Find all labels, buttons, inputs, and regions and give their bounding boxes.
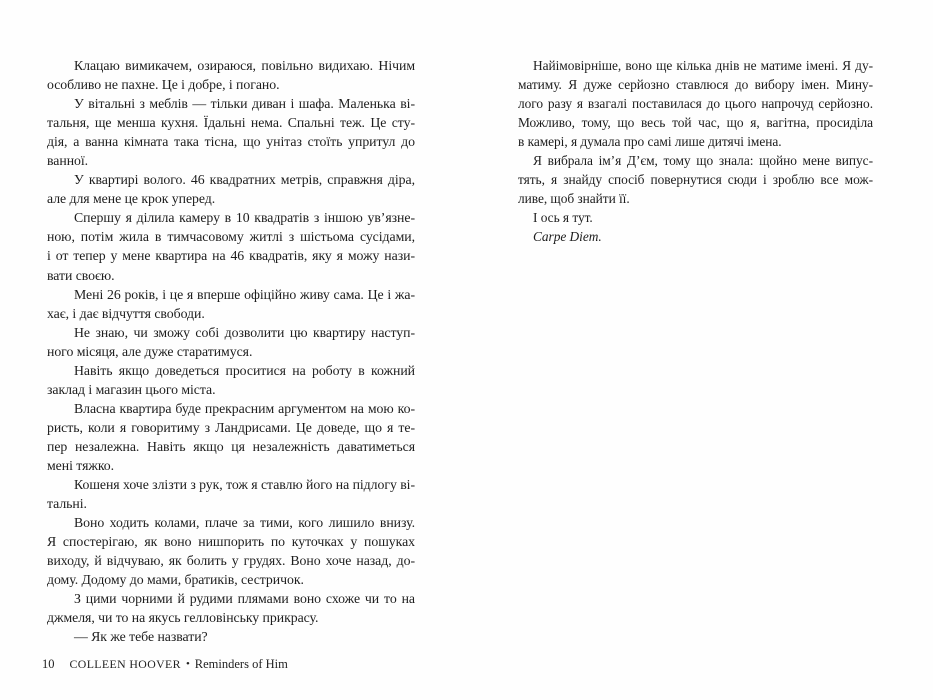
running-footer-author: COLLEEN HOOVER: [69, 657, 181, 671]
text-line: дому. Додому до мами, братиків, сестричок.: [47, 572, 304, 588]
text-line: Власна квартира буде прекрасним аргументом на мою ко-: [74, 400, 415, 416]
text-line: — Як же тебе назвати?: [74, 629, 208, 645]
text-line: Не знаю, чи зможу собі дозволити цю квартиру наступ-: [74, 324, 415, 340]
text-line: Воно ходить колами, плаче за тими, кого лишило внизу.: [74, 515, 415, 531]
text-line: особливо не пахне. Це і добре, і погано.: [47, 77, 280, 93]
text-line: в камері, я думала про самі лише дитячі імена.: [518, 134, 782, 150]
text-line: виходу, й відчуваю, як болить у грудях. Воно хоче назад, до-: [47, 553, 415, 569]
text-line: лого разу я взагалі поставилася до цього напрочуд серйозно.: [518, 96, 873, 112]
text-line: Я спостерігаю, як воно нишпорить по куточках у пошуках: [47, 534, 415, 550]
text-line: хає, і дає відчуття свободи.: [47, 305, 205, 321]
text-line: ного місяця, але дуже старатимуся.: [47, 343, 253, 359]
text-line: тальня, ще менша кухня. Їдальні нема. Спальні теж. Це сту-: [47, 115, 415, 131]
text-line: дія, а ванна кімната така тісна, що унітаз стоїть упритул до: [47, 134, 415, 150]
text-line: мені тяжко.: [47, 457, 115, 473]
text-line: Мені 26 років, і це я вперше офіційно живу сама. Це і жа-: [74, 286, 415, 302]
text-line: ванної.: [47, 153, 89, 169]
right-page-column: [518, 56, 873, 246]
text-line: Я вибрала ім’я Д’єм, тому що знала: щойно мене випус-: [533, 153, 873, 169]
text-line: джмеля, чи то на якусь гелловінську прикрасу.: [47, 610, 319, 626]
text-line: Можливо, тому, що весь той час, що я, вагітна, просиділа: [518, 115, 873, 131]
text-line: пер незалежна. Навіть якщо ця незалежність даватиметься: [47, 438, 415, 454]
text-line: заклад і магазин цього міста.: [47, 381, 216, 397]
text-line: Спершу я ділила камеру в 10 квадратів з іншою ув’язне-: [74, 210, 415, 226]
text-line: ливе, щоб знайти її.: [518, 191, 630, 207]
text-line: Кошеня хоче злізти з рук, тож я ставлю його на підлогу ві-: [74, 477, 415, 493]
text-line: Carpe Diem.: [533, 229, 602, 245]
text-line: І ось я тут.: [533, 210, 593, 226]
text-line: тять, я знайду спосіб повернутися сюди і зроблю все мож-: [518, 172, 873, 188]
text-line: З цими чорними й рудими плямами воно схоже чи то на: [74, 591, 415, 607]
text-line: ною, потім жила в тимчасовому житлі з шістьома сусідами,: [47, 229, 415, 245]
text-line: тальні.: [47, 496, 87, 512]
text-line: але для мене це крок уперед.: [47, 191, 216, 207]
text-line: Навіть якщо доведеться проситися на роботу в кожний: [74, 362, 415, 378]
page-footer: [42, 656, 288, 673]
text-line: вати своєю.: [47, 267, 115, 283]
text-line: Клацаю вимикачем, озираюся, повільно видихаю. Нічим: [74, 58, 415, 73]
left-page-column: [47, 56, 415, 646]
text-line: У квартирі волого. 46 квадратних метрів, справжня діра,: [74, 172, 415, 188]
page-number: 10: [42, 657, 55, 671]
text-line: Найімовірніше, воно ще кілька днів не матиме імені. Я ду-: [533, 58, 873, 73]
text-line: ристь, коли я говоритиму з Ландрисами. Це доведе, що я те-: [47, 419, 415, 435]
text-line: матиму. Я дуже серйозно ставлюся до вибору імен. Мину-: [518, 77, 873, 93]
text-line: і от тепер у мене квартира на 46 квадратів, яку я можу нази-: [47, 248, 415, 264]
text-line: У вітальні з меблів — тільки диван і шафа. Маленька ві-: [74, 96, 415, 112]
separator-bullet-icon: •: [185, 658, 190, 670]
running-footer-title: Reminders of Him: [194, 657, 288, 671]
